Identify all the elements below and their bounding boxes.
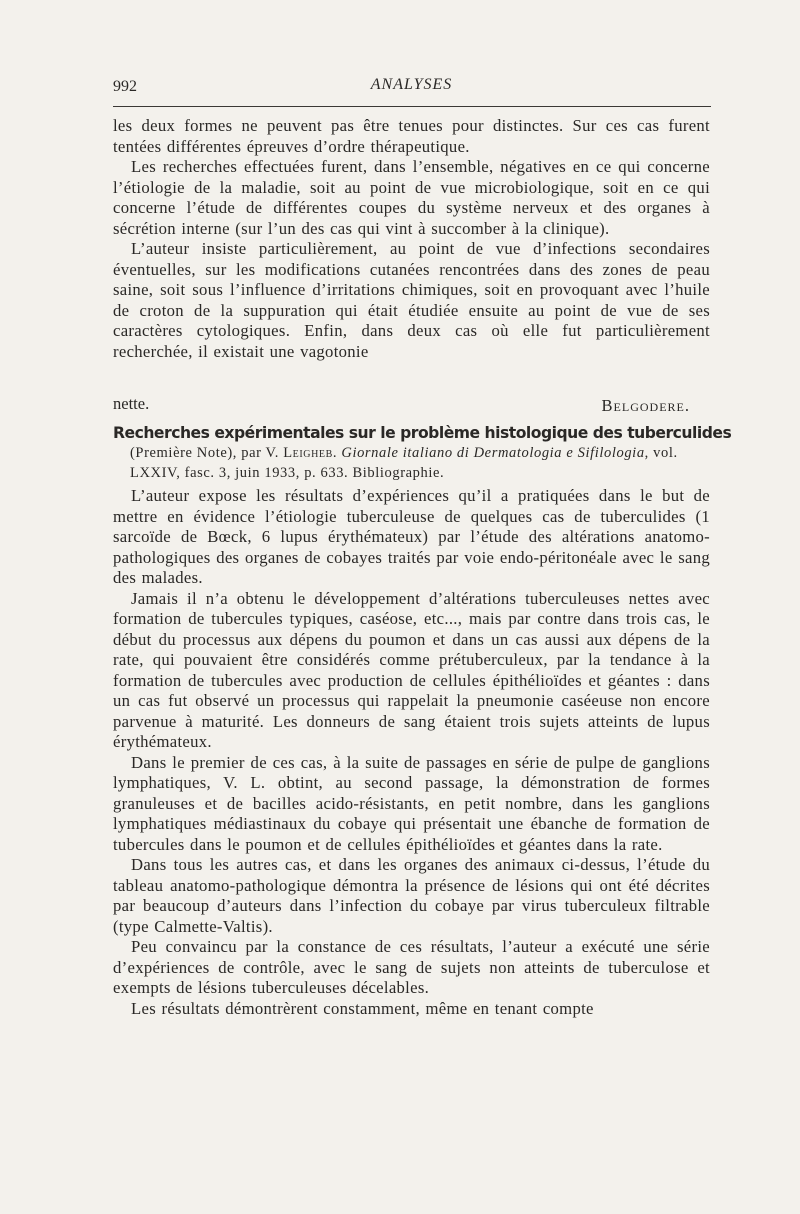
- citation-journal: Giornale italiano di Dermatologia e Sifilologia: [341, 445, 645, 461]
- article-review-body: [113, 486, 710, 1019]
- paragraph: Les recherches effectuées furent, dans l’ensemble, négatives en ce qui concerne l’étiologie de la maladie, soit au point de vue microbiologique, soit en ce qui concerne l’étude de différentes coupes du système nerveux et des organes à sécrétion interne (sur l’un des cas qui vint à succomber à la clinique).: [113, 157, 710, 238]
- paragraph: Jamais il n’a obtenu le développement d’altérations tuberculeuses nettes avec formation de tubercules typiques, caséose, etc..., mais par contre dans trois cas, le début du processus aux dépens du poumon et dans un cas aussi aux dépens de la rate, qui pouvaient être considérés comme prétuberculeux, par la tendance à la formation de tubercules avec production de cellules épithélioïdes et géantes : dans un cas fut observé un processus qui rappelait la pneumonie caséeuse non encore parvenue à maturité. Les donneurs de sang étaient trois sujets atteints de lupus érythémateux.: [113, 588, 710, 751]
- article-citation: [130, 444, 710, 483]
- citation-prefix: (Première Note), par V.: [130, 445, 284, 461]
- running-title: ANALYSES: [370, 76, 453, 93]
- paragraph: L’auteur expose les résultats d’expériences qu’il a pratiquées dans le but de mettre en évidence l’étiologie tuberculeuse de quelques cas de tuberculides (1 sarcoïde de Bœck, 6 lupus érythémateux) par l’étude des altérations anatomo-pathologiques des organes de cobayes traités par voie endo-péritonéale avec le sang des malades.: [113, 486, 710, 587]
- review-signature-line: [113, 394, 710, 416]
- header-rule: [113, 106, 711, 107]
- paragraph: Dans le premier de ces cas, à la suite de passages en série de pulpe de ganglions lymphatiques, V. L. obtint, au second passage, la démonstration de formes granuleuses et de bacilles acido-résistants, en petit nombre, dans les ganglions lymphatiques médiastinaux du cobaye qui présentait une ébanche de formation de tubercules dans le poumon et de cellules épithélioïdes et géantes dans la rate.: [113, 752, 710, 854]
- paragraph: Les résultats démontrèrent constamment, même en tenant compte: [131, 998, 594, 1018]
- article-title: Recherches expérimentales sur le problème histologique des tuberculides: [113, 424, 732, 442]
- citation-author: Leigheb.: [283, 445, 338, 461]
- paragraph: Peu convaincu par la constance de ces résultats, l’auteur a exécuté une série d’expériences de contrôle, avec le sang de sujets non atteints de tuberculose et exempts de lésions tuberculeuses décelables.: [113, 937, 710, 997]
- page-number: 992: [113, 78, 137, 95]
- paragraph: L’auteur insiste particulièrement, au point de vue d’infections secondaires éventuelles, sur les modifications cutanées rencontrées dans des zones de peau saine, soit sous l’influence d’irritations chimiques, soit en provoquant avec l’huile de croton de la suppuration qui était étudiée ensuite au point de vue de ses caractères cytologiques. Enfin, dans deux cas où elle fut particulièrement recherchée, il existait une vagotonie: [113, 239, 710, 361]
- citation-details: , vol. LXXIV, fasc. 3, juin 1933, p. 633. Bibliographie.: [130, 445, 678, 481]
- page-header: [113, 72, 710, 102]
- previous-review-body: [113, 116, 710, 362]
- review-author: Belgodere.: [601, 396, 690, 415]
- paragraph: Dans tous les autres cas, et dans les organes des animaux ci-dessus, l’étude du tableau anatomo-pathologique démontra la présence de lésions qui ont été décrites par beaucoup d’auteurs dans l’infection du cobaye par virus tuberculeux filtrable (type Calmette-Valtis).: [113, 855, 710, 936]
- paragraph: les deux formes ne peuvent pas être tenues pour distinctes. Sur ces cas furent tentées différentes épreuves d’ordre thérapeutique.: [113, 116, 710, 156]
- closing-word: nette.: [113, 394, 150, 413]
